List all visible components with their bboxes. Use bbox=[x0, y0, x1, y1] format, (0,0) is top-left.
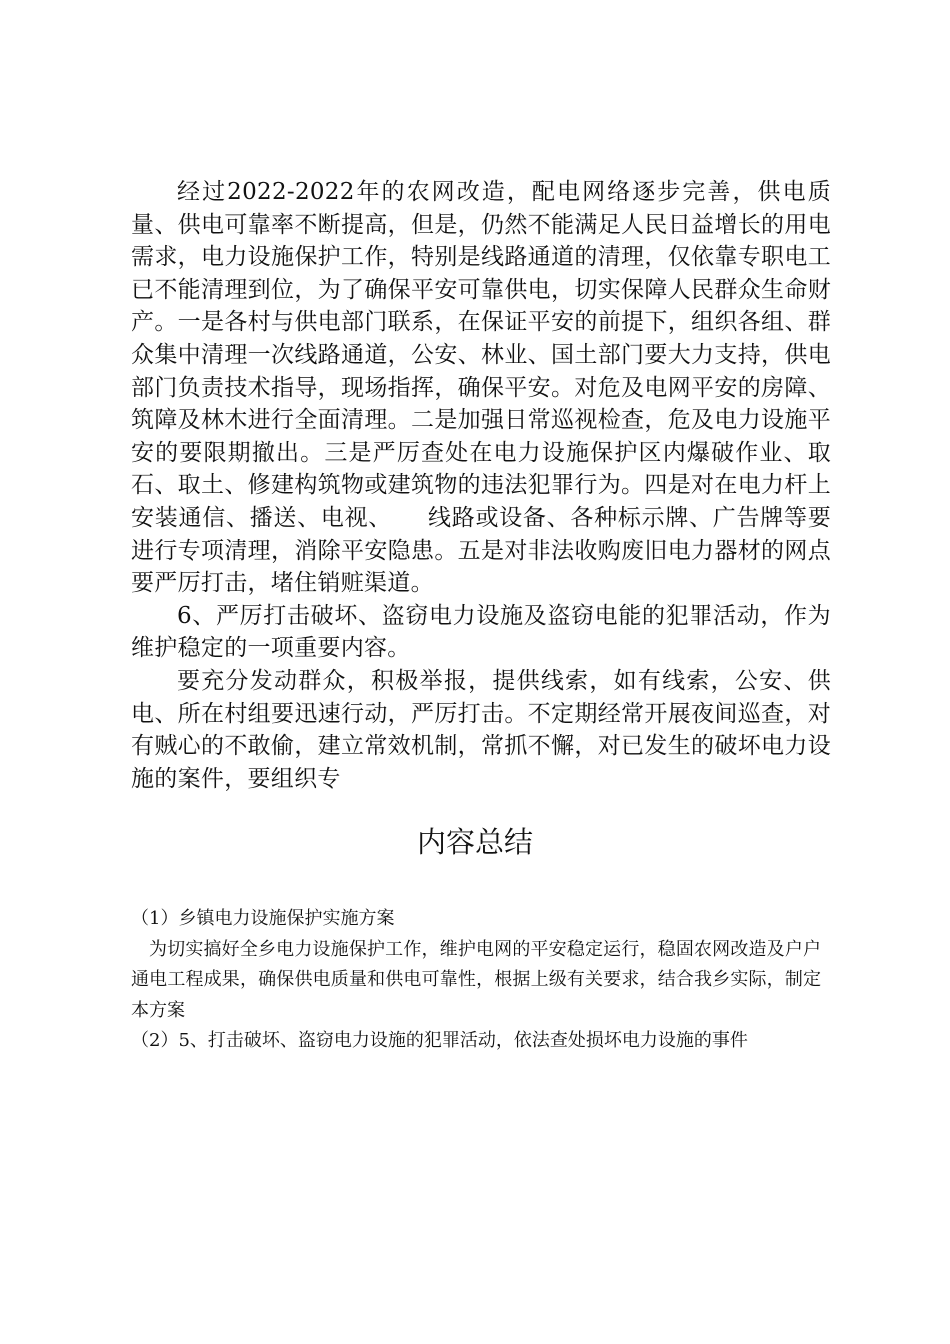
summary-section bbox=[131, 904, 821, 1057]
summary-item-1-heading: （1）乡镇电力设施保护实施方案 bbox=[131, 908, 395, 929]
summary-title: 内容总结 bbox=[416, 825, 533, 859]
body-paragraph-3: 要充分发动群众，积极举报，提供线索，如有线索，公安、供电、所在村组要迅速行动，严厉打击。不定期经常开展夜间巡查，对有贼心的不敢偷，建立常效机制，常抓不懈，对已发生的破坏电力设施的案件，要组织专 bbox=[131, 667, 831, 792]
summary-item-1-body: 为切实搞好全乡电力设施保护工作，维护电网的平安稳定运行，稳固农网改造及户户通电工程成果，确保供电质量和供电可靠性，根据上级有关要求，结合我乡实际，制定本方案 bbox=[131, 938, 821, 1021]
body-paragraph-2: 6、严厉打击破坏、盗窃电力设施及盗窃电能的犯罪活动，作为维护稳定的一项重要内容。 bbox=[131, 602, 831, 662]
main-body-text bbox=[131, 176, 831, 795]
summary-item-2: （2）5、打击破坏、盗窃电力设施的犯罪活动，依法查处损坏电力设施的事件 bbox=[131, 1030, 748, 1051]
body-paragraph-1: 经过2022-2022年的农网改造，配电网络逐步完善，供电质量、供电可靠率不断提高，但是，仍然不能满足人民日益增长的用电需求，电力设施保护工作，特别是线路通道的清理，仅依靠专职电工已不能清理到位，为了确保平安可靠供电，切实保障人民群众生命财产。一是各村与供电部门联系，在保证平安的前提下，组织各组、群众集中清理一次线路通道，公安、林业、国土部门要大力支持，供电部门负责技术指导，现场指挥，确保平安。对危及电网平安的房障、筑障及林木进行全面清理。二是加强日常巡视检查，危及电力设施平安的要限期撤出。三是严厉查处在电力设施保护区内爆破作业、取石、取土、修建构筑物或建筑物的违法犯罪行为。四是对在电力杆上安装通信、播送、电视、 线路或设备、各种标示牌、广告牌等要进行专项清理，消除平安隐患。五是对非法收购废旧电力器材的网点要严厉打击，堵住销赃渠道。 bbox=[131, 179, 831, 597]
